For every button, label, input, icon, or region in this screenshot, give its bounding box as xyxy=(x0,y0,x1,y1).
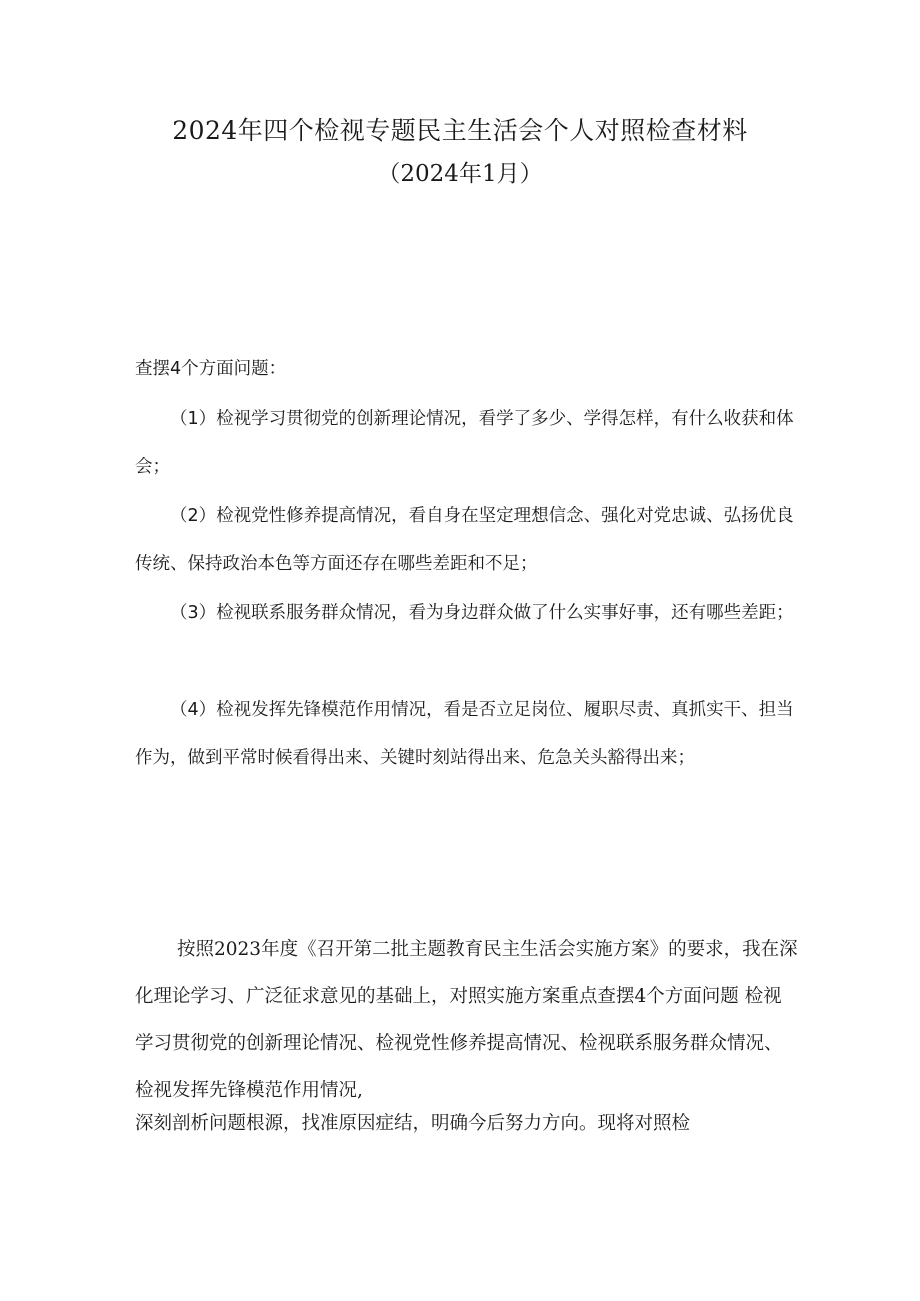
issues-intro: 查摆4个方面问题： xyxy=(135,359,287,379)
issue-item-2: （2）检视党性修养提高情况，看自身在坚定理想信念、强化对党忠诚、弘扬优良传统、保持政治本色等方面还存在哪些差距和不足； xyxy=(135,506,794,574)
body-paragraph: 按照2023年度《召开第二批主题教育民主生活会实施方案》的要求，我在深化理论学习、广泛征求意见的基础上，对照实施方案重点查摆4个方面问题 检视学习贯彻党的创新理论情况、检视党性修养提高情况、检视联系服务群众情况、检视发挥先锋模范作用情况, xyxy=(135,939,798,1101)
body-paragraph-continuation: 深刻剖析问题根源，找准原因症结，明确今后努力方向。现将对照检 xyxy=(135,1113,691,1134)
issue-item-3: （3）检视联系服务群众情况，看为身边群众做了什么实事好事，还有哪些差距； xyxy=(170,603,794,623)
issue-item-4: （4）检视发挥先锋模范作用情况，看是否立足岗位、履职尽责、真抓实干、担当作为，做到平常时候看得出来、关键时刻站得出来、危急关头豁得出来； xyxy=(135,700,794,768)
issue-item-1: （1）检视学习贯彻党的创新理论情况，看学了多少、学得怎样，有什么收获和体会； xyxy=(135,409,794,477)
document-title: 2024年四个检视专题民主生活会个人对照检查材料 xyxy=(172,116,748,145)
document-date: （2024年1月） xyxy=(377,161,543,187)
